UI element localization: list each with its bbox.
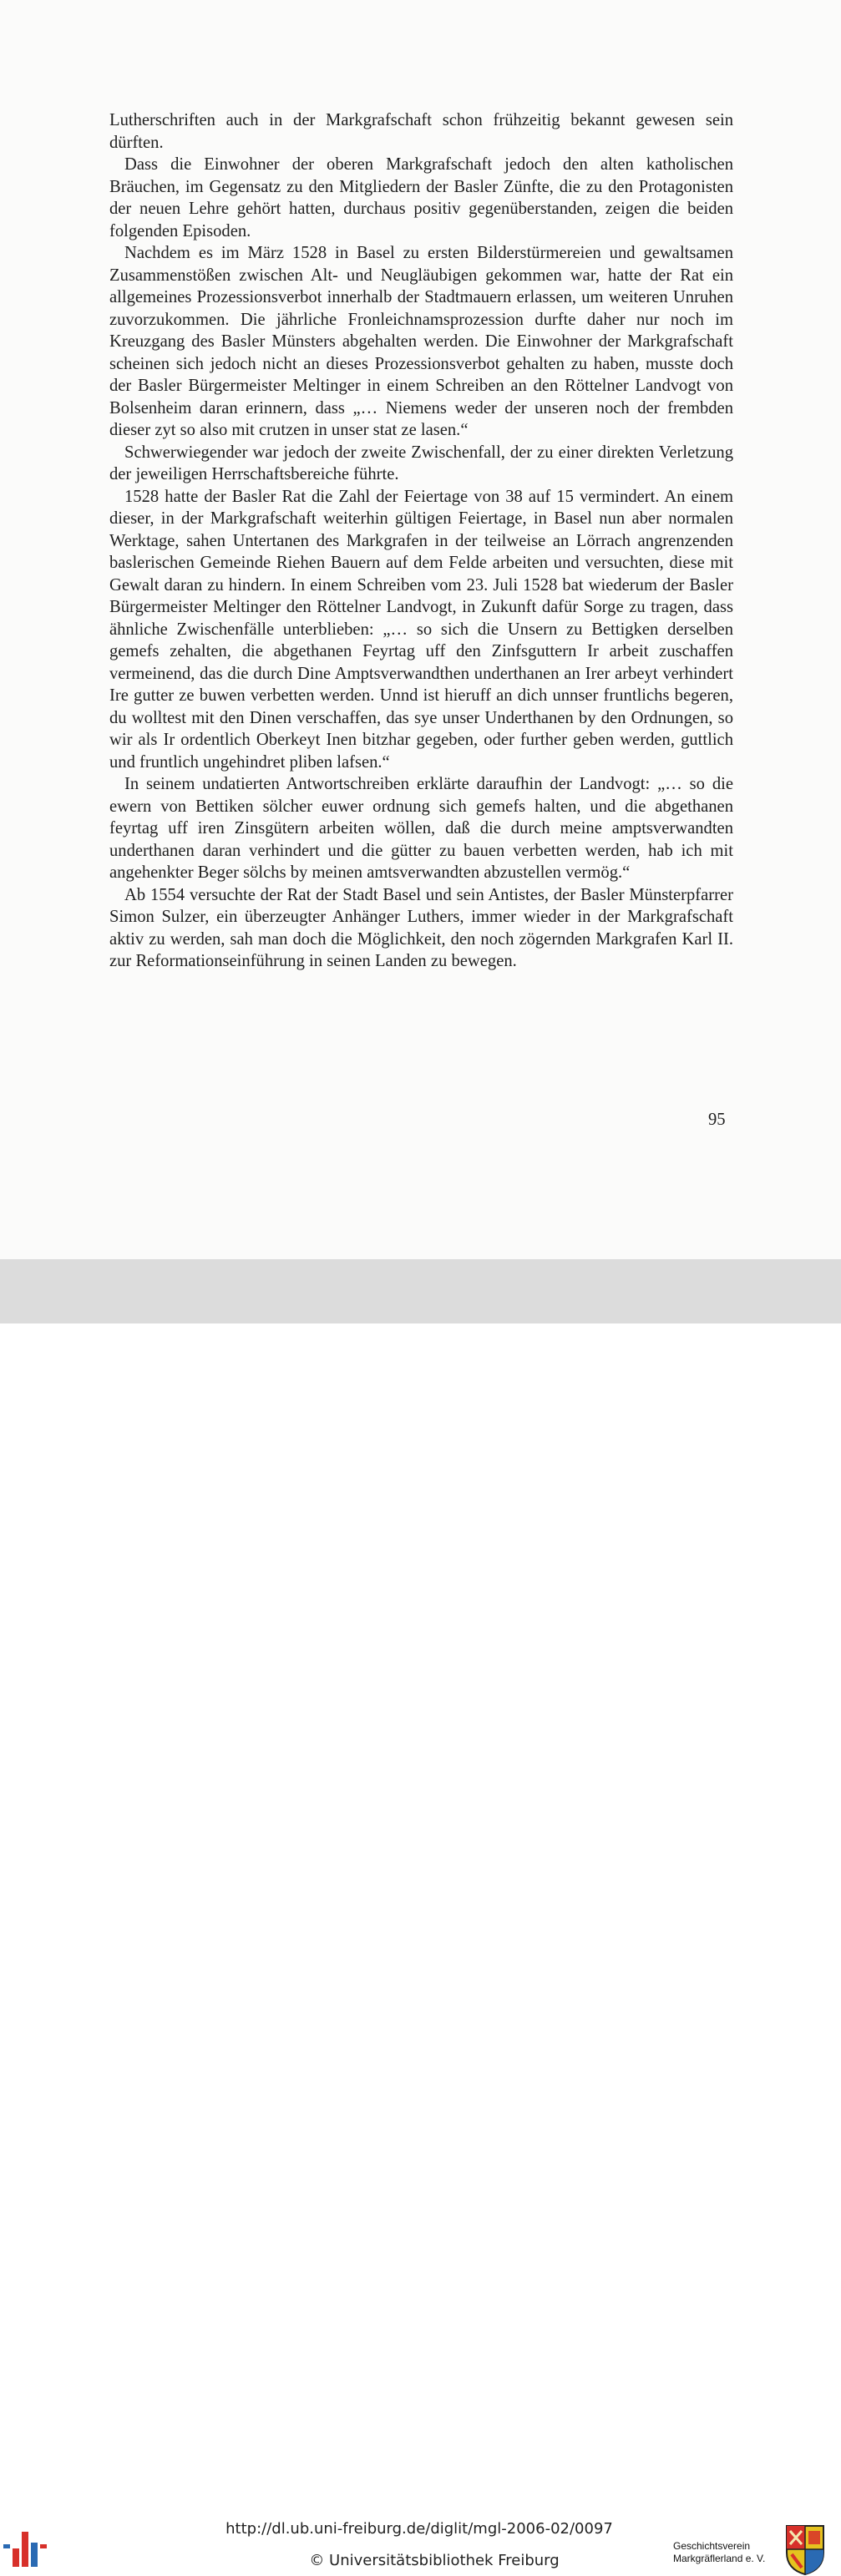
page-number: 95 <box>708 1111 726 1129</box>
paragraph-7: Ab 1554 versuchte der Rat der Stadt Basel und sein Antistes, der Basler Münsterpfarrer Simon Sulzer, ein überzeugter Anhänger Luthers, immer wieder in der Markgrafschaft aktiv zu werden, sah man doch die Möglichkeit, den noch zögernden Markgrafen Karl II. zur Reformationseinführung in seinen Landen zu bewegen. <box>109 885 733 970</box>
body-text <box>109 109 733 973</box>
society-line-1: Geschichtsverein <box>673 2540 751 2552</box>
paragraph-5: 1528 hatte der Basler Rat die Zahl der Feiertage von 38 auf 15 vermindert. An einem dieser, in der Markgrafschaft weiterhin gültigen Feiertage, in Basel nun aber normalen Werktage, sahen Untertanen des Markgrafen in der teilweise an Lörrach angrenzenden baslerischen Gemeinde Riehen Bauern auf dem Felde arbeiten und versuchten, diese mit Gewalt daran zu hindern. In einem Schreiben vom 23. Juli 1528 bat wiederum der Basler Bürgermeister Meltinger den Röttelner Landvogt, in Zukunft dafür Sorge zu tragen, dass ähnliche Zwischenfälle unterblieben: „… so sich die Unsern zu Bettigken derselben gemefs zehalten, die abgethanen Feyrtag uff den Zinfsguttern Ir arbeit zuschaffen vermeinend, das die durch Dine Amptsverwandthen underthanen an Irer arbeyt verhindert Ire gutter ze buwen verbetten werden. Unnd ist hieruff an dich unnser fruntlichs begeren, du wolltest mit den Dinen verschaffen, das sye unser Underthanen by den Ordnungen, so wir als Ir ordentlich Oberkeyt Inen bitzhar gegeben, oder further geben werden, guttlich und fruntlich ungehindret pliben lafsen.“ <box>109 487 733 772</box>
society-line-2: Markgräflerland e. V. <box>673 2553 766 2564</box>
ub-freiburg-logo-icon <box>3 2530 53 2572</box>
paragraph-3: Nachdem es im März 1528 in Basel zu ersten Bilderstürmereien und gewaltsamen Zusammenstößen zwischen Alt- und Neugläubigen gekommen war, hatte der Rat ein allgemeines Prozessionsverbot innerhalb der Stadtmauern erlassen, um weiteren Unruhen zuvorzukommen. Die jährliche Fronleichnamsprozession durfte daher nur noch im Kreuzgang des Basler Münsters abgehalten werden. Die Einwohner der Markgrafschaft scheinen sich jedoch nicht an dieses Prozessionsverbot gehalten zu haben, musste doch der Basler Bürgermeister Meltinger in einem Schreiben an den Röttelner Landvogt von Bolsenheim daran erinnern, dass „… Niemens weder der unseren noch der frembden dieser zyt so also mit crutzen in unser stat ze lasen.“ <box>109 244 733 439</box>
coat-of-arms-icon <box>785 2524 825 2576</box>
paragraph-1: Lutherschriften auch in der Markgrafschaft schon frühzeitig bekannt gewesen sein dürften. <box>109 111 733 152</box>
footer-url[interactable]: http://dl.ub.uni-freiburg.de/diglit/mgl-2006-02/0097 <box>225 2520 613 2538</box>
footer-copyright: © Universitätsbibliothek Freiburg <box>309 2552 560 2569</box>
society-name <box>673 2540 782 2565</box>
paragraph-6: In seinem undatierten Antwortschreiben erklärte daraufhin der Landvogt: „… so die ewern von Bettiken sölcher euwer ordnung sich gemefs halten, und die abgethanen feyrtag uff iren Zinsgütern arbeiten wöllen, daß die durch meine amptsverwandten underthanen daran verhindert und die gütter zu bauen verbetten werden, hab ich mit angehenkter Beger sölchs by meinen amtsverwandten abzustellen vermög.“ <box>109 775 733 882</box>
footer-bar <box>0 1259 841 2569</box>
paragraph-4: Schwerwiegender war jedoch der zweite Zwischenfall, der zu einer direkten Verletzung der jeweiligen Herrschaftsbereiche führte. <box>109 443 733 483</box>
paragraph-2: Dass die Einwohner der oberen Markgrafschaft jedoch den alten katholischen Bräuchen, im Gegensatz zu den Mitgliedern der Basler Zünfte, die zu den Protagonisten der neuen Lehre gehört hatten, durchaus positiv gegenüberstanden, zeigen die beiden folgenden Episoden. <box>109 155 733 240</box>
scanned-page <box>0 0 841 1259</box>
